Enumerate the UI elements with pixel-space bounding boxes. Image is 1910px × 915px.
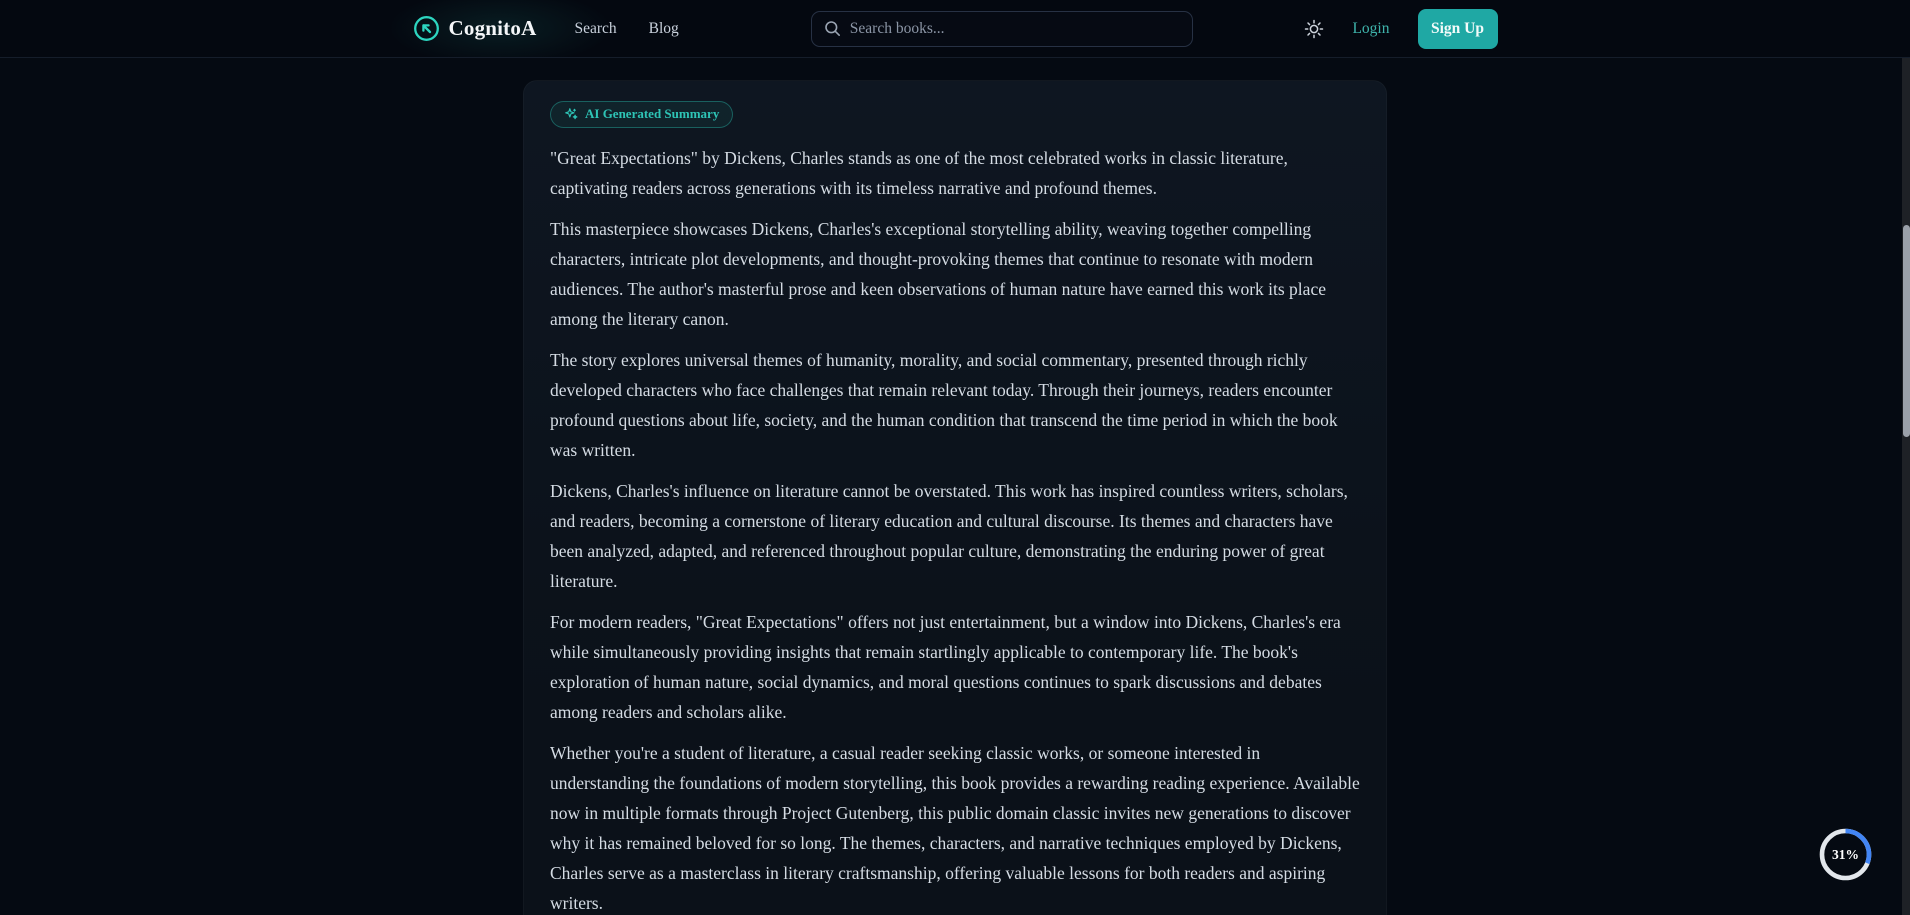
summary-paragraph: "Great Expectations" by Dickens, Charles stands as one of the most celebrated works in classic literature, captivating readers across generations with its timeless narrative and profound themes. [550, 148, 1288, 198]
search-icon [824, 20, 841, 37]
search-input[interactable] [850, 20, 1180, 38]
summary-paragraph: Dickens, Charles's influence on literature cannot be overstated. This work has inspired countless writers, scholars, and readers, becoming a cornerstone of literary education and cultural discourse. Its themes and characters have been analyzed, adapted, and referenced throughout popular culture, demonstrating the enduring power of great literature. [550, 481, 1348, 591]
ai-summary-card [523, 80, 1387, 915]
brand-name: CognitoA [448, 16, 537, 40]
summary-paragraph: The story explores universal themes of humanity, morality, and social commentary, presented through richly developed characters who face challenges that remain relevant today. Through their journeys, readers encounter profound questions about life, society, and the human condition that transcend the time period in which the book was written. [550, 350, 1338, 460]
nav-link-search[interactable]: Search [574, 19, 617, 37]
page-scrollbar-track[interactable] [1902, 0, 1910, 915]
scroll-progress-label: 31% [1832, 846, 1859, 862]
login-link[interactable]: Login [1352, 19, 1390, 37]
top-navigation-bar [0, 0, 1910, 58]
header-actions [1304, 9, 1497, 49]
brand-logo[interactable] [413, 15, 537, 42]
nav-link-blog[interactable]: Blog [648, 19, 679, 37]
book-search-box[interactable] [811, 11, 1193, 47]
page-scrollbar-thumb[interactable] [1903, 225, 1910, 437]
badge-label: AI Generated Summary [585, 106, 720, 121]
header-container [413, 0, 1498, 57]
summary-paragraph: Whether you're a student of literature, a casual reader seeking classic works, or someone interested in understanding the foundations of modern storytelling, this book provides a rewarding reading experience. Available now in multiple formats through Project Gutenberg, this public domain classic invites new generations to discover why it has remained beloved for so long. The themes, characters, and narrative techniques employed by Dickens, Charles serve as a masterclass in literary craftsmanship, offering valuable lessons for both readers and aspiring writers. [550, 743, 1360, 913]
signup-button[interactable]: Sign Up [1418, 9, 1498, 49]
summary-paragraph: For modern readers, "Great Expectations" offers not just entertainment, but a window into Dickens, Charles's era while simultaneously providing insights that remain startlingly applicable to contemporary life. The book's exploration of human nature, social dynamics, and moral questions continues to spark discussions and debates among readers and scholars alike. [550, 612, 1341, 722]
ai-generated-summary-badge [550, 101, 733, 128]
sparkles-icon [564, 107, 578, 121]
summary-paragraph: This masterpiece showcases Dickens, Charles's exceptional storytelling ability, weaving together compelling characters, intricate plot developments, and thought-provoking themes that continue to resonate with modern audiences. The author's masterful prose and keen observations of human nature have earned this work its place among the literary canon. [550, 219, 1326, 329]
theme-toggle-button[interactable] [1304, 19, 1324, 39]
scroll-progress-indicator[interactable] [1817, 826, 1874, 883]
main-nav [574, 20, 678, 38]
sun-icon [1304, 19, 1324, 39]
arrow-up-left-circle-icon [413, 15, 440, 42]
